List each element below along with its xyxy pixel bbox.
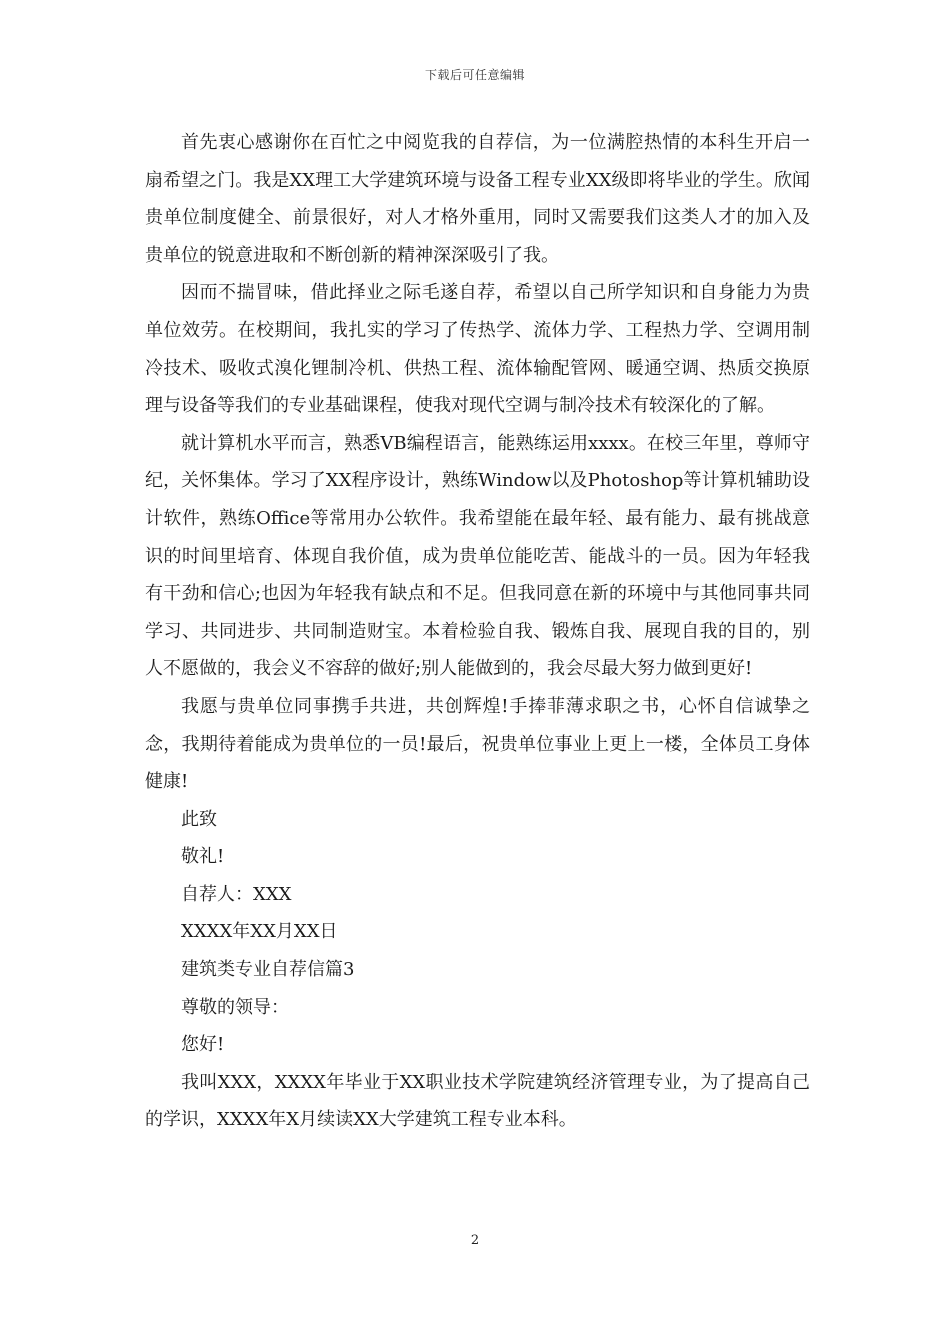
salutation-jingli: 敬礼! bbox=[181, 846, 225, 868]
page-number: 2 bbox=[470, 1233, 480, 1248]
salutation-cizhi: 此致 bbox=[181, 808, 217, 830]
signature-line: 自荐人：XXX bbox=[181, 883, 292, 905]
greeting-addressee: 尊敬的领导： bbox=[181, 996, 289, 1018]
paragraph-courses: 因而不揣冒味，借此择业之际毛遂自荐，希望以自己所学知识和自身能力为贵单位效劳。在校期间，我扎实的学习了传热学、流体力学、工程热力学、空调用制冷技术、吸收式溴化锂制冷机、供热工程、流体输配管网、暖通空调、热质交换原理与设备等我们的专业基础课程，使我对现代空调与制冷技术有较深化的了解。 bbox=[145, 282, 810, 417]
paragraph-skills: 就计算机水平而言，熟悉VB编程语言，能熟练运用xxxx。在校三年里，尊师守纪，关怀集体。学习了XX程序设计，熟练Window以及Photoshop等计算机辅助设计软件，熟练Office等常用办公软件。我希望能在最年轻、最有能力、最有挑战意识的时间里培育、体现自我价值，成为贵单位能吃苦、能战斗的一员。因为年轻我有干劲和信心;也因为年轻我有缺点和不足。但我同意在新的环境中与其他同事共同学习、共同进步、共同制造财宝。本着检验自我、锻炼自我、展现自我的目的，别人不愿做的，我会义不容辞的做好;别人能做到的，我会尽最大努力做到更好! bbox=[145, 432, 810, 680]
section-title: 建筑类专业自荐信篇3 bbox=[181, 959, 355, 981]
paragraph-closing: 我愿与贵单位同事携手共进，共创辉煌!手捧菲薄求职之书，心怀自信诚挚之念，我期待着能成为贵单位的一员!最后，祝贵单位事业上更上一楼，全体员工身体健康! bbox=[145, 695, 810, 793]
document-body bbox=[145, 124, 810, 1139]
paragraph-intro: 首先衷心感谢你在百忙之中阅览我的自荐信，为一位满腔热情的本科生开启一扇希望之门。我是XX理工大学建筑环境与设备工程专业XX级即将毕业的学生。欣闻贵单位制度健全、前景很好，对人才格外重用，同时又需要我们这类人才的加入及贵单位的锐意进取和不断创新的精神深深吸引了我。 bbox=[145, 132, 810, 266]
date-line: XXXX年XX月XX日 bbox=[181, 921, 338, 943]
paragraph-self-intro: 我叫XXX，XXXX年毕业于XX职业技术学院建筑经济管理专业，为了提高自己的学识，XXXX年X月续读XX大学建筑工程专业本科。 bbox=[145, 1071, 810, 1131]
page-header: 下载后可任意编辑 bbox=[424, 68, 525, 82]
greeting-hello: 您好! bbox=[181, 1034, 225, 1056]
